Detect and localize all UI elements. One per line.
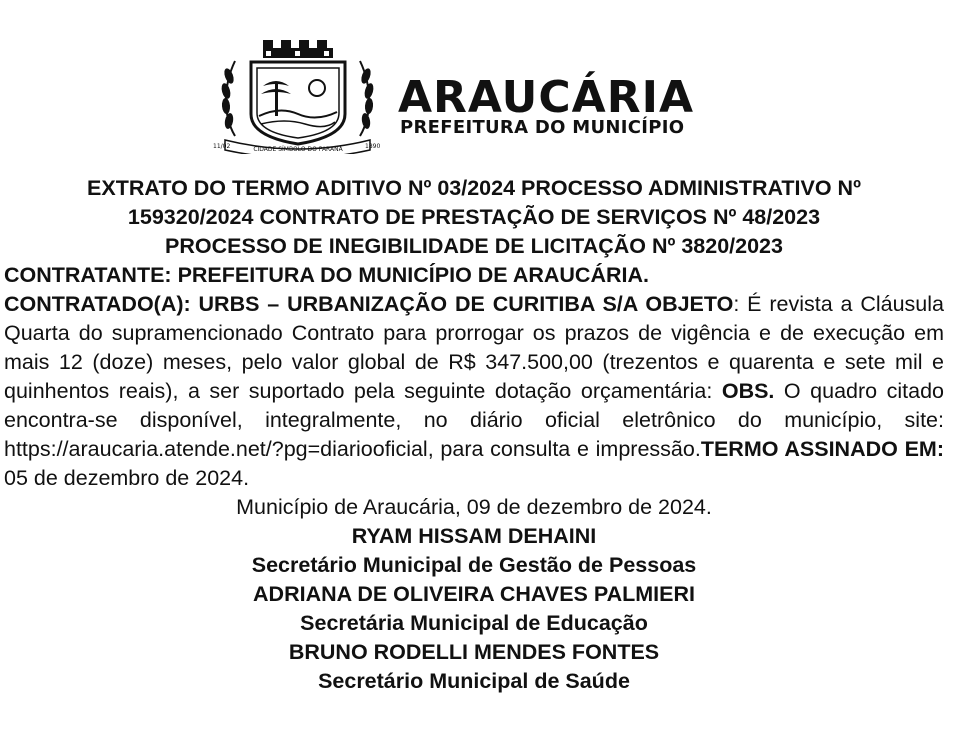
document-body	[4, 174, 944, 696]
title-line: PROCESSO DE INEGIBILIDADE DE LICITAÇÃO Nº 3820/2023	[165, 234, 783, 258]
svg-text:1890: 1890	[365, 143, 381, 150]
svg-text:11/02: 11/02	[213, 143, 231, 150]
svg-text:CIDADE SÍMBOLO DO PARANÁ: CIDADE SÍMBOLO DO PARANÁ	[253, 146, 343, 153]
coat-of-arms-icon	[205, 36, 390, 154]
signer-role: Secretária Municipal de Educação	[300, 611, 648, 635]
brand-name: ARAUCÁRIA	[398, 72, 695, 123]
obs-text: O quadro citado encontra-se disponível, integralmente, no diário oficial eletrônico do município, site: https://araucaria.atende.net/?pg=diariooficial, para consulta e impressão.	[4, 379, 944, 461]
signer-name: BRUNO RODELLI MENDES FONTES	[288, 640, 660, 664]
document-title	[4, 174, 944, 261]
contract-paragraph	[4, 290, 944, 493]
obs-label: OBS.	[721, 379, 775, 403]
brand	[398, 72, 695, 138]
signer-name: RYAM HISSAM DEHAINI	[351, 524, 597, 548]
header	[205, 36, 745, 154]
contratado-label: CONTRATADO(A): URBS – URBANIZAÇÃO DE CURITIBA S/A OBJETO	[4, 292, 734, 316]
title-line: 159320/2024 CONTRATO DE PRESTAÇÃO DE SERVIÇOS Nº 48/2023	[127, 205, 821, 229]
signatures	[4, 493, 944, 696]
signer-role: Secretário Municipal de Saúde	[318, 669, 630, 693]
title-line: EXTRATO DO TERMO ADITIVO Nº 03/2024 PROCESSO ADMINISTRATIVO Nº	[87, 176, 861, 200]
brand-subtitle: PREFEITURA DO MUNICÍPIO	[400, 117, 685, 138]
termo-label: TERMO ASSINADO EM:	[700, 437, 944, 461]
objeto-text: : É revista a Cláusula Quarta do supramencionado Contrato para prorrogar os prazos de vigência e de execução em mais 12 (doze) meses, pelo valor global de R$ 347.500,00 (trezentos e quarenta e sete mil e quinhentos reais), a ser suportado pela seguinte dotação orçamentária:	[4, 292, 944, 403]
signer-name: ADRIANA DE OLIVEIRA CHAVES PALMIERI	[253, 582, 695, 606]
termo-date: 05 de dezembro de 2024.	[4, 466, 250, 490]
place-date: Município de Araucária, 09 de dezembro de 2024.	[236, 495, 712, 519]
contratante: CONTRATANTE: PREFEITURA DO MUNICÍPIO DE ARAUCÁRIA.	[4, 263, 649, 287]
signer-role: Secretário Municipal de Gestão de Pessoas	[251, 553, 697, 577]
